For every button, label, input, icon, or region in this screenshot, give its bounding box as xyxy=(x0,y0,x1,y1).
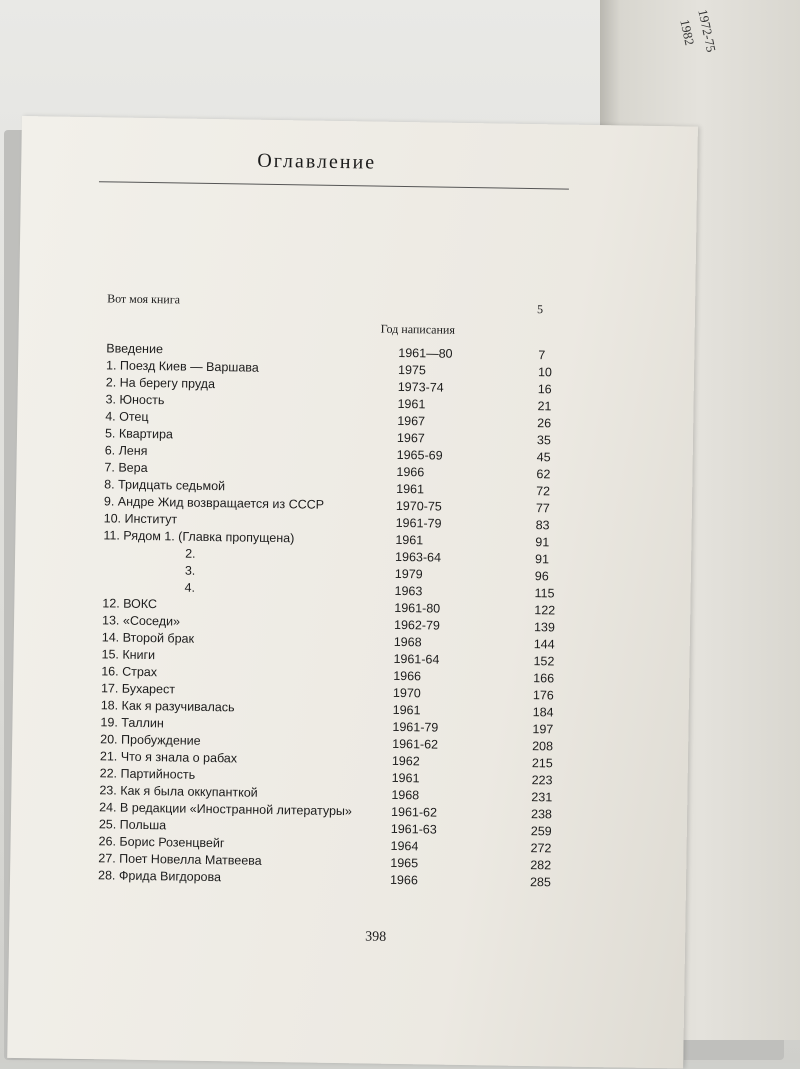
toc-entry: 19. Таллин 1961-79 197 xyxy=(100,715,554,737)
toc-entry: 2. На берегу пруда 1973-74 16 xyxy=(105,375,552,397)
intro-page-number: 5 xyxy=(536,302,544,317)
title-rule xyxy=(99,181,569,189)
toc-entry: 10. Институт 1961-79 83 xyxy=(103,511,550,533)
toc-entry: 28. Фрида Вигдорова 1966 285 xyxy=(97,868,551,890)
toc-entry: 12. ВОКС 1961-80 122 xyxy=(102,596,556,618)
toc-entry: 25. Польша 1961-63 259 xyxy=(98,817,552,839)
toc-entry: 1. Поезд Киев — Варшава 1975 10 xyxy=(105,358,553,380)
toc-entry: 6. Леня 1965-69 45 xyxy=(104,443,551,465)
toc-entry: 5. Квартира 1967 35 xyxy=(104,426,551,448)
toc-entry: 13. «Соседи» 1962-79 139 xyxy=(101,613,556,635)
toc-entry: 24. В редакции «Иностранной литературы» 1961-62 238 xyxy=(99,800,553,822)
toc-title: Оглавление xyxy=(257,149,377,174)
toc-entry: 8. Тридцать седьмой 1961 72 xyxy=(104,477,551,499)
right-page-bleed-text: 1982 xyxy=(677,18,698,47)
toc-page xyxy=(7,116,698,1069)
toc-entry: 14. Второй брак 1968 144 xyxy=(101,630,555,652)
toc-entry: 3. Юность 1961 21 xyxy=(105,392,552,414)
toc-entry: 7. Вера 1966 62 xyxy=(104,460,551,482)
toc-entry: 2. 1963-64 91 xyxy=(185,546,550,567)
toc-content xyxy=(7,116,698,1069)
toc-entry: 27. Поет Новелла Матвеева 1965 282 xyxy=(98,851,552,873)
page-number: 398 xyxy=(365,929,387,945)
toc-entry: 20. Пробуждение 1961-62 208 xyxy=(100,732,554,754)
toc-entry: 18. Как я разучивалась 1961 184 xyxy=(100,698,554,720)
toc-entry: 17. Бухарест 1970 176 xyxy=(100,681,554,703)
right-page-bleed-text: 1972-75 xyxy=(695,8,720,54)
intro-label: Вот моя книга xyxy=(107,291,181,307)
toc-entry: 23. Как я была оккупанткой 1968 231 xyxy=(99,783,553,805)
toc-entry: 4. Отец 1967 26 xyxy=(105,409,552,431)
toc-entry: 3. 1979 96 xyxy=(184,563,549,584)
toc-entry: 15. Книги 1961-64 152 xyxy=(101,647,555,669)
toc-entry: 9. Андре Жид возвращается из СССР 1970-75 77 xyxy=(103,494,550,516)
toc-entry: 4. 1963 115 xyxy=(184,580,555,601)
toc-entry: 22. Партийность 1961 223 xyxy=(99,766,553,788)
toc-entry: Введение 1961—80 7 xyxy=(106,341,546,363)
toc-entry: 26. Борис Розенцвейг 1964 272 xyxy=(98,834,552,856)
toc-entry: 21. Что я знала о рабах 1962 215 xyxy=(99,749,553,771)
year-column-header: Год написания xyxy=(380,321,456,337)
toc-entry: 16. Страх 1966 166 xyxy=(101,664,555,686)
toc-entry: 11. Рядом 1. (Главка пропущена) 1961 91 xyxy=(103,528,550,550)
